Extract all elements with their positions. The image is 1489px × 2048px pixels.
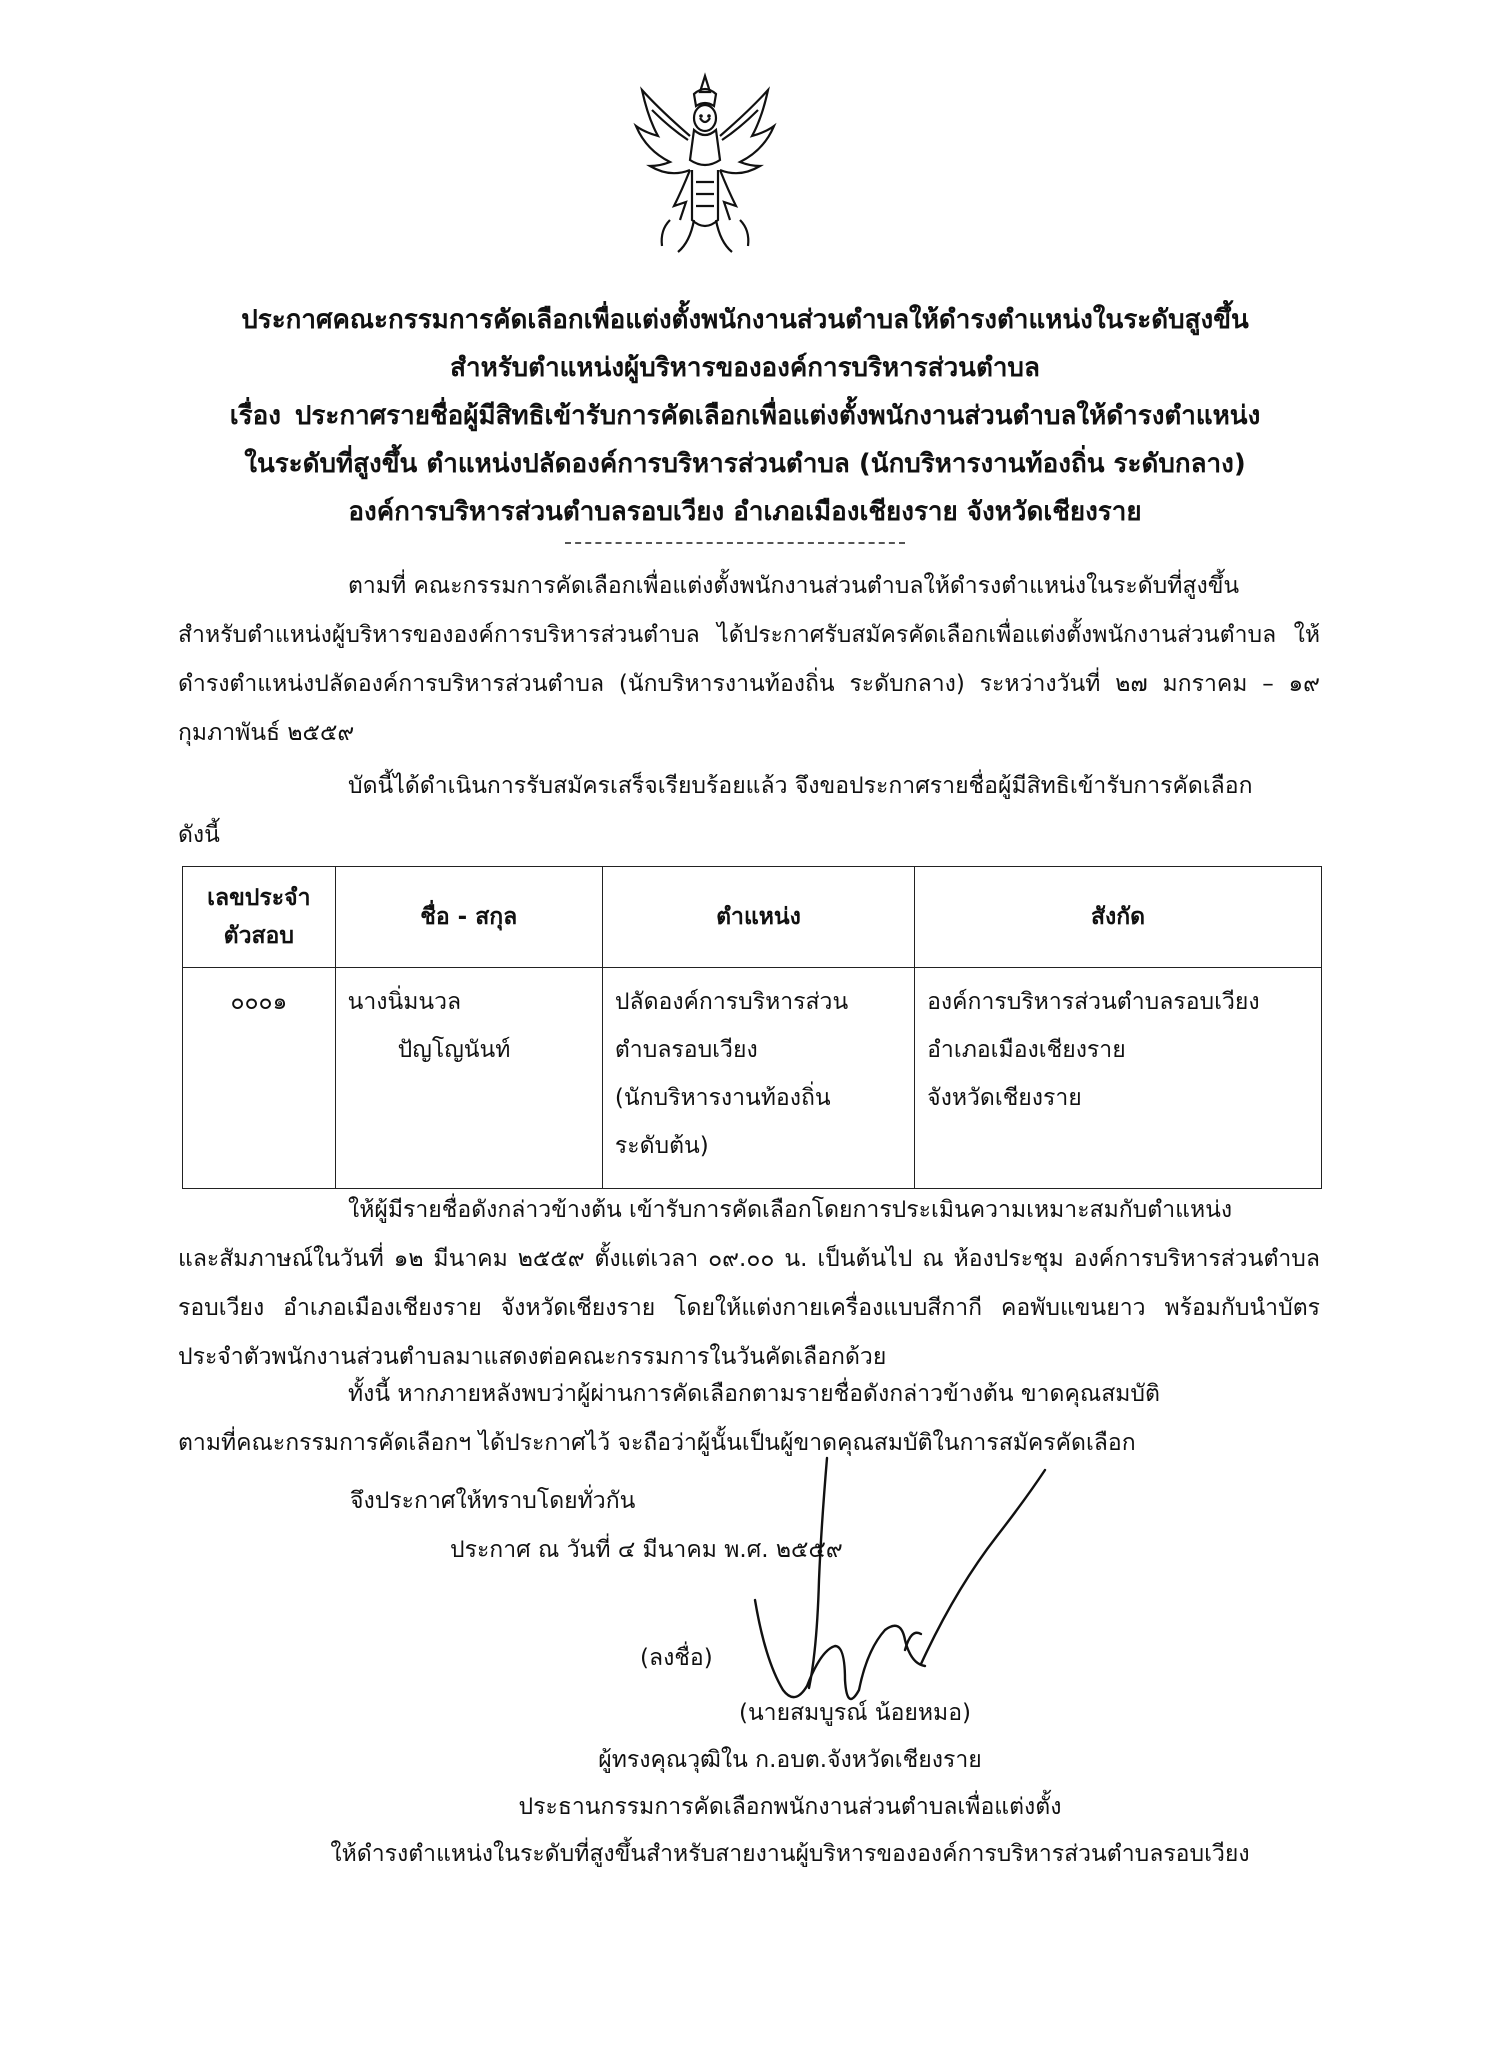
paragraph-1-first-line: ตามที่ คณะกรรมการคัดเลือกเพื่อแต่งตั้งพนักงานส่วนตำบลให้ดำรงตำแหน่งในระดับที่สูงขึ้น (348, 573, 1240, 599)
paragraph-4-first-line: ทั้งนี้ หากภายหลังพบว่าผู้ผ่านการคัดเลือกตามรายชื่อดังกล่าวข้างต้น ขาดคุณสมบัติ (348, 1381, 1160, 1407)
signer-title-1: ผู้ทรงคุณวุฒิใน ก.อบต.จังหวัดเชียงราย (598, 1747, 982, 1773)
paragraph-background (178, 562, 1320, 758)
position-line-2: ตำบลรอบเวียง (614, 1037, 758, 1063)
signed-label: (ลงชื่อ) (640, 1645, 713, 1671)
title-line-2: สำหรับตำแหน่งผู้บริหารขององค์การบริหารส่วนตำบล (450, 353, 1040, 383)
paragraph-interview (178, 1186, 1320, 1382)
cell-exam-number: ๐๐๐๑ (183, 968, 336, 1189)
paragraph-3-rest: และสัมภาษณ์ในวันที่ ๑๒ มีนาคม ๒๕๕๙ ตั้งแต่เวลา ๐๙.๐๐ น. เป็นต้นไป ณ ห้องประชุม องค์การบริหารส่วนตำบลรอบเวียง อำเภอเมืองเชียงราย จังหวัดเชียงราย โดยให้แต่งกายเครื่องแบบสีกากี คอพับแขนยาว พร้อมกับนำบัตรประจำตัวพนักงานส่วนตำบลมาแสดงต่อคณะกรรมการในวันคัดเลือกด้วย (178, 1246, 1320, 1370)
subject-line-3: องค์การบริหารส่วนตำบลรอบเวียง อำเภอเมืองเชียงราย จังหวัดเชียงราย (348, 497, 1142, 527)
position-line-4: ระดับต้น) (614, 1133, 709, 1159)
subject-line (140, 392, 1350, 440)
last-name: ปัญโญนันท์ (397, 1037, 511, 1063)
signer-name: (นายสมบูรณ์ น้อยหมอ) (738, 1700, 971, 1726)
subject-line-1: ประกาศรายชื่อผู้มีสิทธิเข้ารับการคัดเลือกเพื่อแต่งตั้งพนักงานส่วนตำบลให้ดำรงตำแหน่ง (294, 401, 1261, 431)
cell-name (335, 968, 602, 1189)
affiliation-line-2: อำเภอเมืองเชียงราย (927, 1037, 1126, 1063)
signer-title-2: ประธานกรรมการคัดเลือกพนักงานส่วนตำบลเพื่อแต่งตั้ง (518, 1794, 1062, 1820)
paragraph-announcement (178, 762, 1320, 860)
header-position: ตำแหน่ง (602, 867, 914, 968)
garuda-emblem-icon (630, 70, 780, 260)
cell-position (602, 968, 914, 1189)
signer-title-3: ให้ดำรงตำแหน่งในระดับที่สูงขึ้นสำหรับสายงานผู้บริหารขององค์การบริหารส่วนตำบลรอบเวียง (330, 1841, 1250, 1867)
applicant-table (182, 866, 1322, 1189)
title-line-1: ประกาศคณะกรรมการคัดเลือกเพื่อแต่งตั้งพนักงานส่วนตำบลให้ดำรงตำแหน่งในระดับสูงขึ้น (241, 305, 1249, 335)
header-exam-number (183, 867, 336, 968)
announcement-date: ประกาศ ณ วันที่ ๔ มีนาคม พ.ศ. ๒๕๕๙ (450, 1537, 843, 1563)
paragraph-2-rest: ดังนี้ (178, 822, 220, 848)
signature-block (230, 1690, 1350, 1878)
title-divider (565, 542, 905, 544)
header-exam-number-line-1: เลขประจำ (207, 885, 311, 911)
paragraph-3-first-line: ให้ผู้มีรายชื่อดังกล่าวข้างต้น เข้ารับการคัดเลือกโดยการประเมินความเหมาะสมกับตำแหน่ง (348, 1197, 1233, 1223)
paragraph-2-first-line: บัดนี้ได้ดำเนินการรับสมัครเสร็จเรียบร้อยแล้ว จึงขอประกาศรายชื่อผู้มีสิทธิเข้ารับการคัดเลือก (348, 773, 1253, 799)
affiliation-line-1: องค์การบริหารส่วนตำบลรอบเวียง (927, 989, 1260, 1015)
first-name: นางนิ่มนวล (347, 989, 462, 1015)
closing-statement: จึงประกาศให้ทราบโดยทั่วกัน (350, 1488, 636, 1514)
position-line-1: ปลัดองค์การบริหารส่วน (614, 989, 849, 1015)
header-name: ชื่อ - สกุล (335, 867, 602, 968)
paragraph-1-rest: สำหรับตำแหน่งผู้บริหารขององค์การบริหารส่วนตำบล ได้ประกาศรับสมัครคัดเลือกเพื่อแต่งตั้งพนักงานส่วนตำบล ให้ดำรงตำแหน่งปลัดองค์การบริหารส่วนตำบล (นักบริหารงานท้องถิ่น ระดับกลาง) ระหว่างวันที่ ๒๗ มกราคม – ๑๙ กุมภาพันธ์ ๒๕๕๙ (178, 622, 1320, 746)
cell-affiliation (915, 968, 1322, 1189)
paragraph-4-rest: ตามที่คณะกรรมการคัดเลือกฯ ได้ประกาศไว้ จะถือว่าผู้นั้นเป็นผู้ขาดคุณสมบัติในการสมัครคัดเลือก (178, 1430, 1136, 1456)
affiliation-line-3: จังหวัดเชียงราย (927, 1085, 1082, 1111)
position-line-3: (นักบริหารงานท้องถิ่น (614, 1085, 831, 1111)
header-exam-number-line-2: ตัวสอบ (223, 923, 294, 949)
subject-line-2: ในระดับที่สูงขึ้น ตำแหน่งปลัดองค์การบริหารส่วนตำบล (นักบริหารงานท้องถิ่น ระดับกลาง) (244, 449, 1246, 479)
table-row (183, 968, 1322, 1189)
subject-prefix: เรื่อง (229, 401, 281, 431)
announcement-title (140, 296, 1350, 536)
table-header-row (183, 867, 1322, 968)
header-affiliation: สังกัด (915, 867, 1322, 968)
